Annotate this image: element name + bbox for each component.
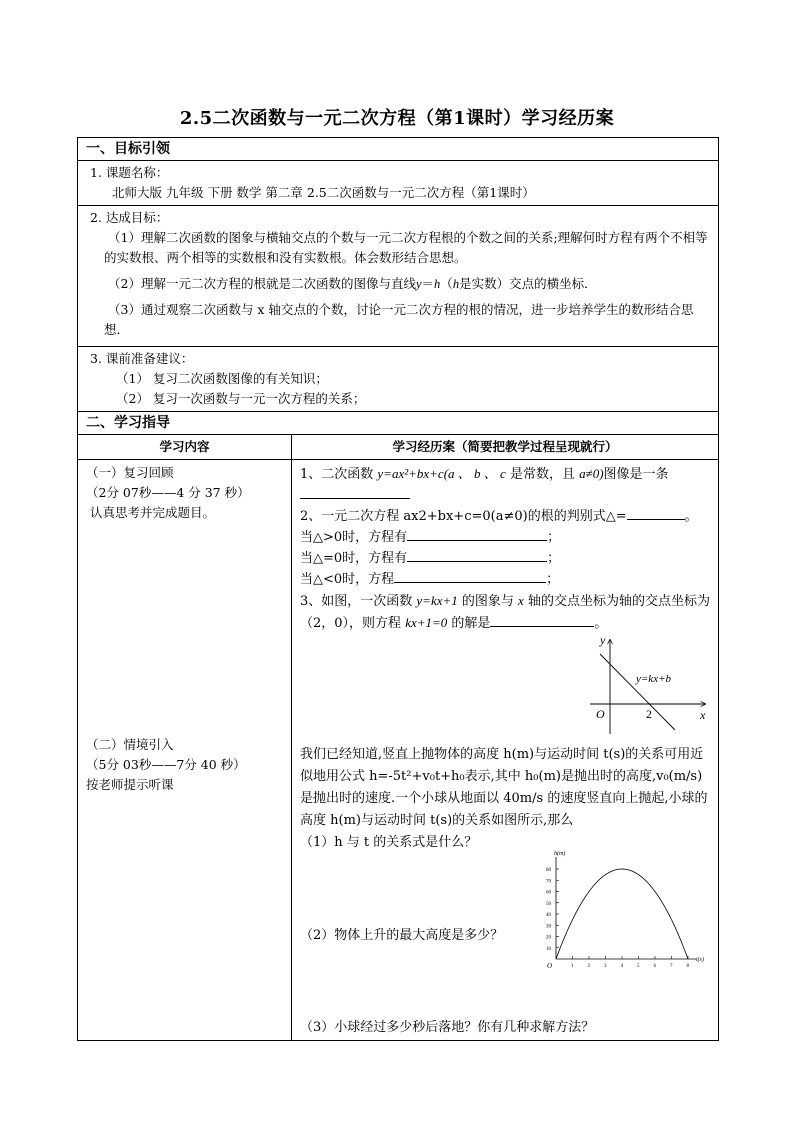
goals-label: 2. 达成目标： (90, 210, 169, 225)
linear-function-graph (300, 634, 720, 738)
left-column-cell (78, 460, 292, 1041)
t-tick-label: 6 (653, 964, 656, 969)
goals-cell (78, 206, 719, 347)
right-column-cell (292, 460, 719, 1041)
worksheet-table (77, 137, 719, 1041)
t-tick-label: 2 (587, 964, 590, 969)
review-note: 认真思考并完成题目。 (90, 505, 216, 520)
sub-question-1: （1）h 与 t 的关系式是什么？ (300, 835, 478, 850)
t-tick-label: 5 (637, 964, 640, 969)
t-tick-label: 7 (670, 964, 673, 969)
sub-question-3: （3）小球经过多少秒后落地？你有几种求解方法？ (300, 1020, 595, 1035)
course-name-label: 1. 课题名称： (90, 165, 169, 180)
graph1-tick-2: 2 (646, 707, 652, 721)
h-tick-label: 40 (546, 913, 551, 918)
prep-item-2: （2） 复习一次函数与一元一次方程的关系； (116, 391, 366, 406)
t-tick-label: 1 (571, 964, 574, 969)
intro-title: （二）情境引入 (86, 737, 174, 752)
graph1-line-label: y=kx+b (636, 673, 671, 685)
prep-item-1: （1） 复习二次函数图像的有关知识； (116, 371, 328, 386)
h-tick-label: 30 (546, 924, 551, 930)
t-tick-label: 4 (620, 964, 623, 969)
h-tick-label: 50 (546, 901, 551, 907)
question-3: 3、如图，一次函数 y=kx+1 的图象与 x 轴的交点坐标为轴的交点坐标为（2，0），则方程 kx+1=0 的解是 。 (300, 593, 710, 631)
graph1-y-label: y (600, 634, 606, 647)
graph1-line (600, 654, 675, 730)
h-tick-label: 80 (546, 868, 551, 873)
sub-question-2: （2）物体上升的最大高度是多少？ (300, 928, 504, 943)
question-2-case-2: 当△=0时，方程有 ； (300, 551, 561, 566)
h-tick-label: 60 (546, 890, 551, 896)
h-tick-label: 70 (546, 879, 551, 885)
review-time: （2分 07秒——4 分 37 秒） (86, 485, 250, 500)
page-title: 2.5二次函数与一元二次方程（第1课时）学习经历案 (179, 108, 615, 129)
prep-cell (78, 347, 719, 412)
column-header-content: 学习内容 (78, 435, 292, 460)
question-2-case-3: 当△<0时，方程 ； (300, 572, 560, 587)
graph1-origin: O (596, 707, 605, 721)
goal-2: （2）理解一元二次方程的根就是二次函数的图像与直线y＝h（h是实数）交点的横坐标． (108, 276, 597, 291)
chart-origin: O (547, 962, 553, 970)
height-curve (556, 869, 688, 959)
intro-time: （5分 03秒——7分 40 秒） (86, 757, 246, 772)
h-tick-label: 20 (546, 935, 551, 941)
section-heading-guide: 二、学习指导 (78, 412, 719, 435)
goal-1: （1）理解二次函数的图象与横轴交点的个数与一元二次方程根的个数之间的关系;理解何时方程有两个不相等的实数根、两个相等的实数根和没有实数根。体会数形结合思想。 (104, 230, 708, 265)
question-1: 1、二次函数 y=ax²+bx+c(a 、 b 、 c 是常数，且 a≠0)图像是一条 (300, 463, 710, 506)
intro-paragraph: 我们已经知道,竖直上抛物体的高度 h(m)与运动时间 t(s)的关系可用近似地用公式 h=-5t²+v₀t+h₀表示,其中 h₀(m)是抛出时的高度,v₀(m/s)是抛出时的速度.一个小球从地面以 40m/s 的速度竖直向上抛起,小球的高度 h(m)与运动时间 t(s)的关系如图所示,那么 (300, 747, 708, 828)
t-axis-label: t(s) (696, 957, 704, 963)
question-2-case-1: 当△>0时，方程有 ； (300, 530, 561, 545)
intro-note: 按老师提示听课 (86, 777, 174, 792)
review-title: （一）复习回顾 (86, 465, 174, 480)
question-2: 2、一元二次方程 ax2+bx+c=0(a≠0)的根的判别式△= 。 (300, 509, 698, 524)
h-tick-label: 10 (546, 946, 551, 952)
h-axis-label: h(m) (554, 851, 566, 857)
t-tick-label: 3 (604, 964, 607, 969)
column-header-process: 学习经历案（简要把教学过程呈现就行） (292, 435, 719, 460)
course-name-text: 北师大版 九年级 下册 数学 第二章 2.5二次函数与一元二次方程（第1课时） (112, 185, 535, 200)
t-tick-label: 8 (686, 964, 689, 969)
prep-label: 3. 课前准备建议： (90, 351, 194, 366)
goal-3: （3）通过观察二次函数与 x 轴交点的个数，讨论一元二次方程的根的情况，进一步培养学生的数形结合思想． (104, 302, 694, 337)
height-time-chart (538, 847, 708, 977)
course-name-cell (78, 161, 719, 206)
graph1-x-label: x (700, 708, 706, 722)
section-heading-goals: 一、目标引领 (78, 138, 719, 161)
